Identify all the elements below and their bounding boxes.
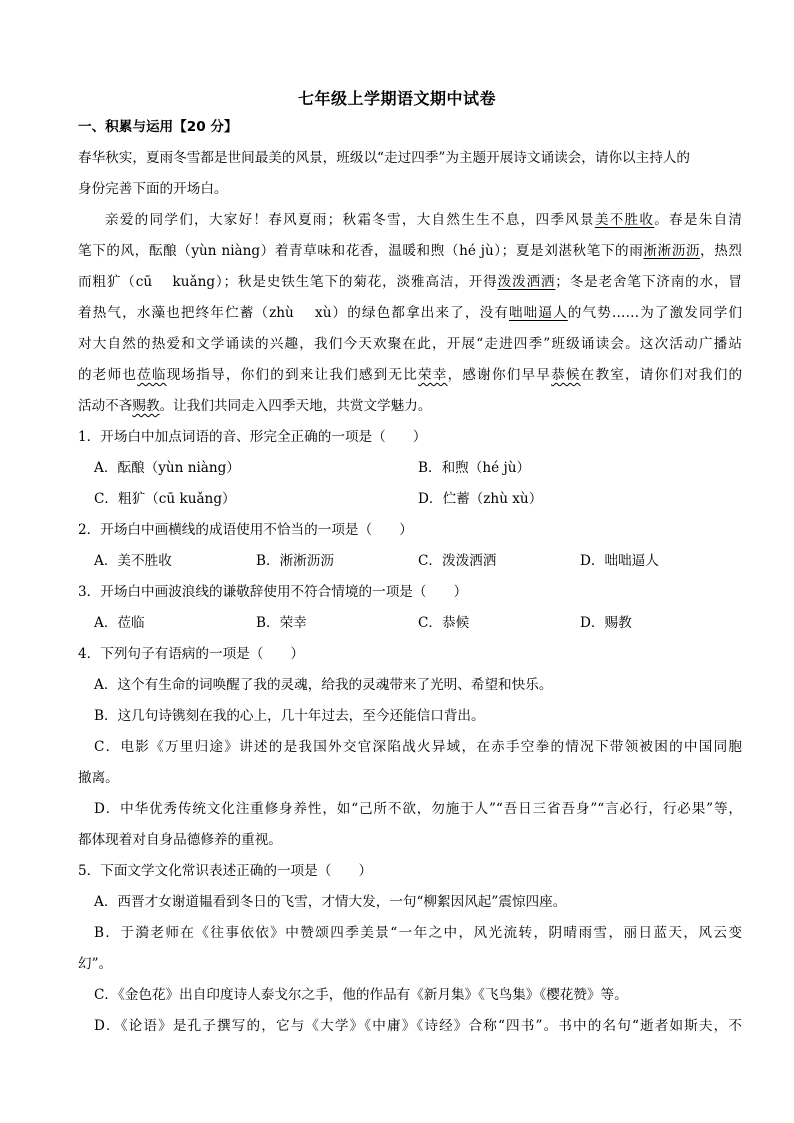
- option-b[interactable]: B．淅淅沥沥: [256, 553, 334, 569]
- option-c[interactable]: C．《金色花》出自印度诗人泰戈尔之手，他的作品有《新月集》《飞鸟集》《樱花赞》等。: [94, 987, 628, 1003]
- option-b-continued: 幻”。: [78, 956, 113, 972]
- wavy-honorific: 恭候: [551, 367, 581, 383]
- wavy-honorific: 荣幸: [418, 367, 448, 383]
- option-d[interactable]: D．咄咄逼人: [580, 553, 659, 569]
- intro-line-2: 身份完善下面的开场白。: [78, 181, 228, 197]
- question-1-options-row-1: [78, 453, 742, 484]
- question-3-stem: 3．开场白中画波浪线的谦敬辞使用不符合情境的一项是（ ）: [78, 584, 468, 600]
- intro-line-1: 春华秋实，夏雨冬雪都是世间最美的风景，班级以“走过四季”为主题开展诗文诵读会，请你以主持人的: [78, 150, 691, 166]
- question-5-stem: 5．下面文学文化常识表述正确的一项是（ ）: [78, 863, 373, 879]
- wavy-honorific: 莅临: [137, 367, 167, 383]
- question-1-options-row-2: [78, 484, 742, 515]
- option-b[interactable]: B．于漪老师在《往事依依》中赞颂四季美景“一年之中，风光流转，阴晴雨雪，丽日蓝天，风云变: [94, 925, 742, 941]
- option-a[interactable]: A．西晋才女谢道韫看到冬日的飞雪，才情大发，一句“柳絮因风起”震惊四座。: [94, 894, 567, 910]
- option-d-continued: 都体现着对自身品德修养的重视。: [78, 832, 282, 848]
- passage-line-7: 活动不吝赐教。让我们共同走入四季天地，共赏文学魅力。: [78, 398, 432, 414]
- option-b[interactable]: B．荣幸: [256, 615, 307, 631]
- question-2-options: [78, 546, 742, 577]
- section-heading: 一、积累与运用【20 分】: [78, 119, 238, 135]
- passage-line-6: 的老师也莅临现场指导，你们的到来让我们感到无比荣幸，感谢你们早早恭候在教室，请你们对我们的: [78, 367, 742, 383]
- passage: [78, 205, 742, 422]
- option-d[interactable]: D．《论语》是孔子撰写的，它与《大学》《中庸》《诗经》合称“四书”。书中的名句“逝者如斯夫，不: [94, 1018, 742, 1034]
- question-1-stem: 1．开场白中加点词语的音、形完全正确的一项是（ ）: [78, 429, 427, 445]
- option-d[interactable]: D．赐教: [580, 615, 632, 631]
- underlined-idiom: 淅淅沥沥: [643, 243, 701, 259]
- option-b[interactable]: B．和煦（hé jù）: [418, 460, 531, 476]
- option-d[interactable]: D．伫蓄（zhù xù）: [418, 491, 543, 507]
- wavy-honorific: 赐教: [132, 398, 160, 414]
- page-title: 七年级上学期语文期中试卷: [297, 89, 496, 108]
- option-c-continued: 撤离。: [78, 770, 119, 786]
- passage-line-3: 而粗犷（cū kuǎng）；秋是史铁生笔下的菊花，淡雅高洁，开得泼泼洒洒；冬是老舍笔下济南的水，冒: [78, 274, 742, 290]
- option-c[interactable]: C．泼泼洒洒: [418, 553, 497, 569]
- underlined-idiom: 泼泼洒洒: [497, 274, 556, 290]
- question-4-stem: 4．下列句子有语病的一项是（ ）: [78, 646, 305, 662]
- question-3-options: [78, 608, 742, 639]
- passage-line-5: 对大自然的热爱和文学诵读的兴趣，我们今天欢聚在此，开展“走进四季”班级诵读会。这次活动广播站: [78, 336, 742, 352]
- option-a[interactable]: A．酝酿（yùn niàng）: [94, 460, 240, 476]
- option-c[interactable]: C．恭候: [418, 615, 470, 631]
- option-c[interactable]: C．粗犷（cū kuǎng）: [94, 491, 236, 507]
- passage-line-2: 笔下的风，酝酿（yùn niàng）着青草味和花香，温暖和煦（hé jù）；夏是刘湛秋笔下的雨淅淅沥沥，热烈: [78, 243, 742, 259]
- option-a[interactable]: A．美不胜收: [94, 553, 172, 569]
- option-d[interactable]: D．中华优秀传统文化注重修身养性，如“己所不欲，勿施于人”“吾日三省吾身”“言必行，行必果”等，: [94, 801, 742, 817]
- underlined-idiom: 美不胜收: [594, 212, 655, 228]
- underlined-idiom: 咄咄逼人: [508, 305, 568, 321]
- exam-content: [78, 112, 742, 1042]
- question-2-stem: 2．开场白中画横线的成语使用不恰当的一项是（ ）: [78, 522, 413, 538]
- passage-line-4: 着热气，水藻也把终年伫蓄（zhù xù）的绿色都拿出来了，没有咄咄逼人的气势……为了激发同学们: [78, 305, 742, 321]
- option-a[interactable]: A．这个有生命的词唤醒了我的灵魂，给我的灵魂带来了光明、希望和快乐。: [94, 677, 553, 693]
- passage-line-1: 亲爱的同学们，大家好！春风夏雨；秋霜冬雪，大自然生生不息，四季风景美不胜收。春是朱自清: [105, 212, 742, 228]
- option-b[interactable]: B．这几句诗镌刻在我的心上，几十年过去，至今还能信口背出。: [94, 708, 485, 724]
- option-a[interactable]: A．莅临: [94, 615, 145, 631]
- option-c[interactable]: C．电影《万里归途》讲述的是我国外交官深陷战火异域，在赤手空拳的情况下带领被困的中国同胞: [94, 739, 742, 755]
